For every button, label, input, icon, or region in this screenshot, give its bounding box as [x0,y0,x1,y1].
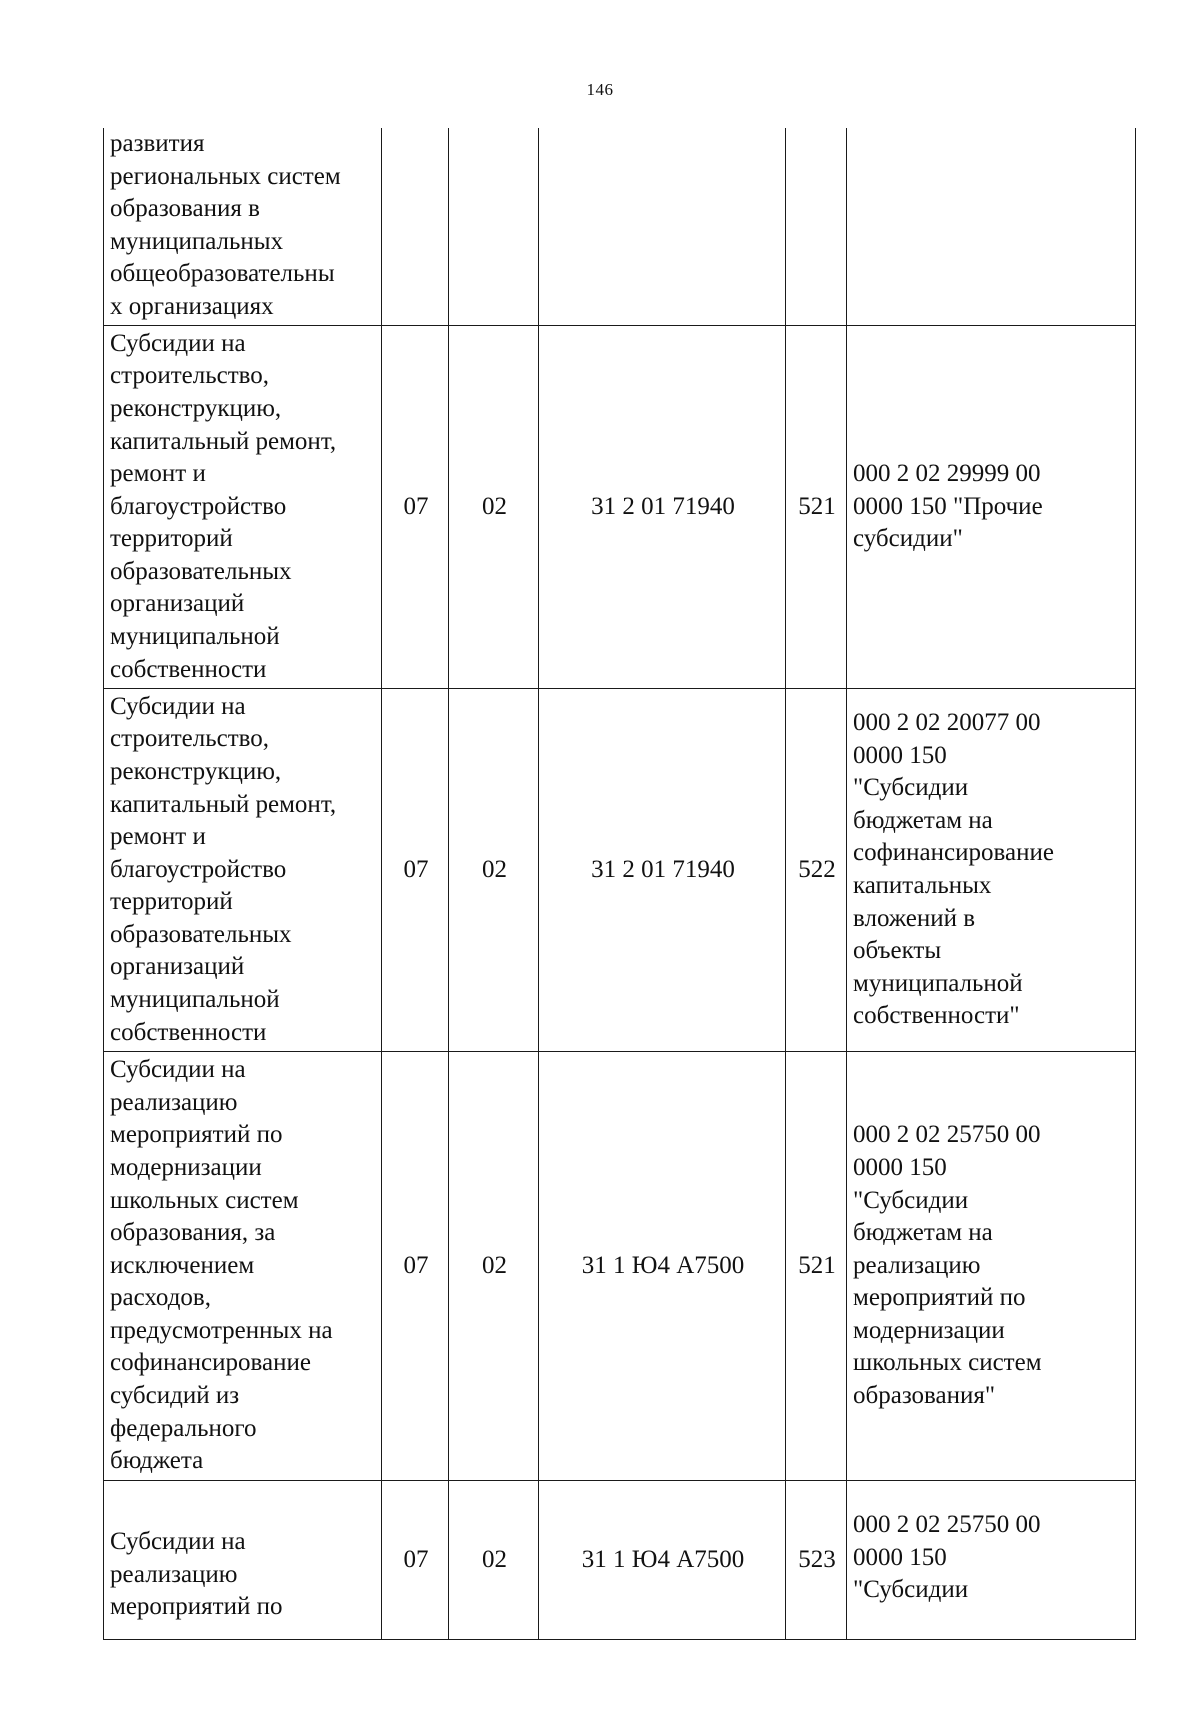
section-cell: 07 [382,689,449,1052]
target-article-cell: 31 2 01 71940 [539,326,786,689]
section-cell [382,128,449,326]
expense-type-cell: 522 [786,689,847,1052]
expense-name-cell: Субсидии на реализацию мероприятий по модернизации школьных систем образования, за исключением расходов, предусмотренных на софинансирование субсидий из федерального бюджета [104,1052,382,1481]
expense-type-cell: 521 [786,1052,847,1481]
section-cell: 07 [382,326,449,689]
expense-type-cell: 521 [786,326,847,689]
target-article-cell [539,128,786,326]
section-cell: 07 [382,1481,449,1640]
page-number: 146 [586,80,614,99]
revenue-code-cell: 000 2 02 25750 00 0000 150 "Субсидии бюджетам на реализацию мероприятий по модернизации школьных систем образования" [847,1052,1136,1481]
subsection-cell: 02 [449,1052,539,1481]
target-article-cell: 31 1 Ю4 А7500 [539,1481,786,1640]
revenue-code-cell: 000 2 02 25750 00 0000 150 "Субсидии [847,1481,1136,1640]
table-row [104,1052,1136,1481]
revenue-code-cell: 000 2 02 20077 00 0000 150 "Субсидии бюджетам на софинансирование капитальных вложений в объекты муниципальной собственности" [847,689,1136,1052]
subsection-cell: 02 [449,1481,539,1640]
revenue-code-cell [847,128,1136,326]
expense-name-cell: Субсидии на строительство, реконструкцию, капитальный ремонт, ремонт и благоустройство территорий образовательных организаций муниципальной собственности [104,326,382,689]
section-cell: 07 [382,1052,449,1481]
revenue-code-cell: 000 2 02 29999 00 0000 150 "Прочие субсидии" [847,326,1136,689]
expense-type-cell: 523 [786,1481,847,1640]
table-row [104,326,1136,689]
table-row [104,689,1136,1052]
subsection-cell [449,128,539,326]
table-row [104,128,1136,326]
target-article-cell: 31 1 Ю4 А7500 [539,1052,786,1481]
subsection-cell: 02 [449,326,539,689]
expense-type-cell [786,128,847,326]
expense-name-cell: Субсидии на строительство, реконструкцию, капитальный ремонт, ремонт и благоустройство территорий образовательных организаций муниципальной собственности [104,689,382,1052]
expense-name-cell: развития региональных систем образования в муниципальных общеобразовательны х организациях [104,128,382,326]
expense-name-cell: Субсидии на реализацию мероприятий по [104,1481,382,1640]
budget-table [103,128,1136,1640]
subsection-cell: 02 [449,689,539,1052]
target-article-cell: 31 2 01 71940 [539,689,786,1052]
table-row [104,1481,1136,1640]
